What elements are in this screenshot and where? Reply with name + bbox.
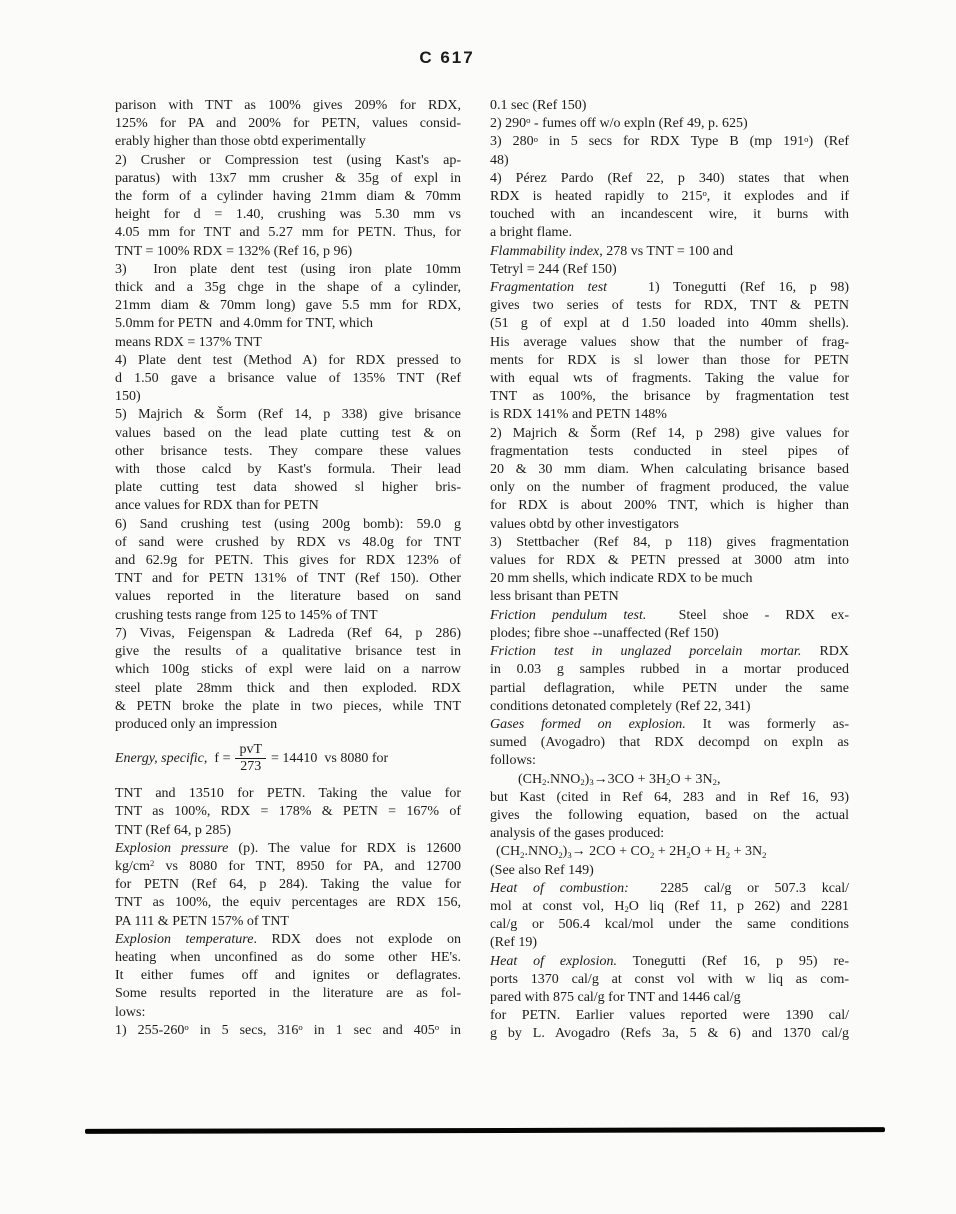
text-line: touched with an incandescent wire, it burns with — [490, 207, 849, 223]
text-line: Some results reported in the literature are as fol- — [115, 986, 461, 1002]
text-line: Friction pendulum test. Steel shoe - RDX ex- — [490, 607, 849, 623]
text-line: ments for RDX is sl lower than those for PETN — [490, 352, 849, 368]
text-line: Heat of combustion: 2285 cal/g or 507.3 kcal/ — [490, 880, 849, 896]
left-column — [115, 97, 461, 1040]
text-line: 5.0mm for PETN and 4.0mm for TNT, which — [115, 316, 374, 332]
text-line: Tetryl = 244 (Ref 150) — [490, 261, 617, 277]
text-line: for RDX is about 200% TNT, which is higher than — [490, 498, 849, 514]
text-line: (Ref 19) — [490, 935, 538, 951]
text-line: give the results of a qualitative brisance test in — [115, 644, 461, 660]
fraction — [235, 742, 266, 775]
text-line: Heat of explosion. Tonegutti (Ref 16, p 95) re- — [490, 953, 849, 969]
text-line: with equal wts of fragments. Taking the value for — [490, 371, 849, 387]
text-line: analysis of the gases produced: — [490, 826, 665, 842]
text-line: but Kast (cited in Ref 64, 283 and in Ref 16, 93) — [490, 789, 849, 805]
page-number: C 617 — [419, 48, 475, 67]
text-line: Gases formed on explosion. It was formerly as- — [490, 716, 849, 732]
text-line: 3) 280$^o$ in 5 secs for RDX Type B (mp 191$^o$) (Ref — [490, 133, 849, 150]
text-line: TNT as 100%, the equiv percentages are RDX 156, — [115, 895, 461, 911]
text-line: 20 mm shells, which indicate RDX to be much — [490, 571, 753, 587]
text-line: PA 111 & PETN 157% of TNT — [115, 913, 289, 929]
text-line: Explosion temperature. RDX does not explode on — [115, 931, 461, 947]
text-line: TNT and 13510 for PETN. Taking the value for — [115, 786, 461, 802]
text-line: 7) Vivas, Feigenspan & Ladreda (Ref 64, p 286) — [115, 625, 461, 641]
text-line: steel plate 28mm thick and then exploded. RDX — [115, 680, 461, 696]
text-line: means RDX = 137% TNT — [115, 334, 262, 350]
fraction-denominator: 273 — [240, 759, 262, 775]
text-line: 1) 255-260$^o$ in 5 secs, 316$^o$ in 1 sec and 405$^o$ in — [115, 1021, 462, 1038]
text-line: (See also Ref 149) — [490, 862, 594, 878]
text-line: TNT as 100%, RDX = 178% & PETN = 167% of — [115, 804, 461, 820]
text-line: height for d = 1.40, crushing was 5.30 mm vs — [115, 207, 461, 223]
text-line: conditions detonated completely (Ref 22, 341) — [490, 698, 751, 714]
text-line: d 1.50 gave a brisance value of 135% TNT (Ref — [115, 371, 461, 387]
text-line: the form of a cylinder having 21mm diam & 70mm — [115, 189, 461, 205]
text-line: mol at const vol, $H_2O$ liq (Ref 11, p 262) and 2281 — [490, 898, 850, 915]
text-line: $(CH_2.NNO_2)_3\to 3CO + 3H_2O + 3N_2$, — [518, 771, 721, 787]
text-line: for PETN. Earlier values reported were 1390 cal/ — [490, 1008, 849, 1024]
text-line: values based on the lead plate cutting test & on — [115, 425, 461, 441]
text-line: 4) Plate dent test (Method A) for RDX pressed to — [115, 352, 461, 368]
text-line: of sand were crushed by RDX vs 48.0g for TNT — [115, 534, 461, 550]
text-line: 0.1 sec (Ref 150) — [490, 98, 587, 113]
text-line: less brisant than PETN — [490, 589, 619, 605]
text-line: gives the following equation, based on the actual — [490, 807, 849, 823]
text-line: TNT (Ref 64, p 285) — [115, 822, 231, 838]
fraction-numerator: pvT — [235, 742, 266, 759]
text-line: Fragmentation test 1) Tonegutti (Ref 16, p 98) — [490, 280, 850, 296]
text-line: 2) 290$^o$ - fumes off w/o expln (Ref 49, p. 625) — [490, 115, 748, 132]
text-line: plate cutting test data showed sl higher bris- — [115, 480, 461, 496]
text-line: pared with 875 cal/g for TNT and 1446 cal/g — [490, 989, 741, 1005]
text-line: lows: — [115, 1004, 146, 1020]
text-line: is RDX 141% and PETN 148% — [490, 407, 667, 423]
text-line: cal/g or 506.4 kcal/mol under the same conditions — [490, 917, 849, 933]
right-column — [490, 97, 849, 1044]
text-line: 125% for PA and 200% for PETN, values consid- — [115, 116, 461, 132]
text-line: 4.05 mm for TNT and 5.27 mm for PETN. Thus, for — [115, 225, 461, 241]
text-line: Explosion pressure (p). The value for RDX is 12600 — [115, 840, 461, 856]
text-line: ance values for RDX than for PETN — [115, 498, 319, 514]
text-line: $kg/cm^2$ vs 8080 for TNT, 8950 for PA, and 12700 — [115, 858, 461, 874]
text-line: ports 1370 cal/g at const vol with w liq as com- — [490, 971, 849, 987]
text-line: RDX is heated rapidly to 215$^o$, it explodes and if — [490, 188, 849, 205]
text-line: 5) Majrich & Šorm (Ref 14, p 338) give brisance — [115, 407, 461, 423]
text-line: $(CH_2.NNO_2)_3\to 2CO + CO_2 + 2H_2O + H_2 + 3N_2$ — [496, 844, 767, 860]
text-line: crushing tests range from 125 to 145% of TNT — [115, 607, 378, 623]
text-line: values for RDX & PETN pressed at 3000 atm into — [490, 553, 849, 569]
text-line: values reported in the literature based on sand — [115, 589, 461, 605]
text-line: plodes; fibre shoe --unaffected (Ref 150) — [490, 625, 719, 641]
formula-suffix: = 14410 vs 8080 for — [271, 750, 389, 766]
text-line: g by L. Avogadro (Refs 3a, 5 & 6) and 1370 cal/g — [490, 1026, 849, 1042]
text-line: values obtd by other investigators — [490, 516, 679, 532]
text-line: erably higher than those obtd experimentally — [115, 134, 366, 150]
text-line: other brisance tests. They compare these values — [115, 443, 461, 459]
text-line: and 62.9g for PETN. This gives for RDX 123% of — [115, 553, 461, 569]
text-line: 4) Pérez Pardo (Ref 22, p 340) states that when — [490, 170, 849, 186]
text-line: follows: — [490, 753, 536, 769]
text-line: produced only an impression — [115, 716, 278, 732]
text-line: partial deflagration, while PETN under the same — [490, 680, 849, 696]
text-line: 6) Sand crushing test (using 200g bomb): 59.0 g — [115, 516, 461, 532]
text-line: 2) Majrich & Šorm (Ref 14, p 298) give values for — [490, 425, 849, 441]
text-line: gives two series of tests for RDX, TNT & PETN — [490, 298, 849, 314]
text-line: Flammability index, 278 vs TNT = 100 and — [490, 243, 734, 259]
text-line: which 100g sticks of expl were laid on a narrow — [115, 662, 461, 678]
text-line: TNT and for PETN 131% of TNT (Ref 150). Other — [115, 571, 461, 587]
text-line: Friction test in unglazed porcelain mortar. RDX — [490, 644, 850, 660]
text-line: TNT as 100%, the brisance by fragmentation test — [490, 389, 849, 405]
text-line: 3) Stettbacher (Ref 84, p 118) gives fragmentation — [490, 534, 849, 550]
text-line: thick and a 35g chge in the shape of a cylinder, — [115, 280, 461, 296]
formula-prefix: Energy, specific, f = — [115, 750, 231, 766]
text-line: 150) — [115, 389, 141, 405]
text-line: in 0.03 g samples rubbed in a mortar produced — [490, 662, 849, 678]
text-line: (51 g of expl at d 1.50 loaded into 40mm shells). — [490, 316, 849, 332]
text-line: parison with TNT as 100% gives 209% for RDX, — [115, 98, 461, 113]
text-line: only on the number of fragment produced, the value — [490, 480, 849, 496]
text-line: TNT = 100% RDX = 132% (Ref 16, p 96) — [115, 243, 353, 259]
text-line: fragmentation tests conducted in steel pipes of — [490, 443, 849, 459]
specific-energy-formula-line — [115, 742, 461, 775]
text-line: for PETN (Ref 64, p 284). Taking the value for — [115, 877, 461, 893]
text-line: 2) Crusher or Compression test (using Kast's ap- — [115, 152, 461, 168]
text-line: heating when unconfined as do some other HE's. — [115, 949, 461, 965]
text-line: & PETN broke the plate in two pieces, while TNT — [115, 698, 461, 714]
text-line: His average values show that the number of frag- — [490, 334, 849, 350]
text-line: 21mm diam & 70mm long) gave 5.5 mm for RDX, — [115, 298, 461, 314]
text-line: paratus) with 13x7 mm crusher & 35g of expl in — [115, 170, 461, 186]
text-line: It either fumes off and ignites or deflagrates. — [115, 968, 461, 984]
text-line: 3) Iron plate dent test (using iron plate 10mm — [115, 261, 461, 277]
text-line: a bright flame. — [490, 225, 573, 241]
footer-rule — [85, 1127, 885, 1134]
text-line: 20 & 30 mm diam. When calculating brisance based — [490, 462, 849, 478]
text-line: with those calcd by Kast's formula. Their lead — [115, 462, 461, 478]
text-line: 48) — [490, 152, 509, 168]
text-line: sumed (Avogadro) that RDX decompd on expln as — [490, 735, 849, 751]
